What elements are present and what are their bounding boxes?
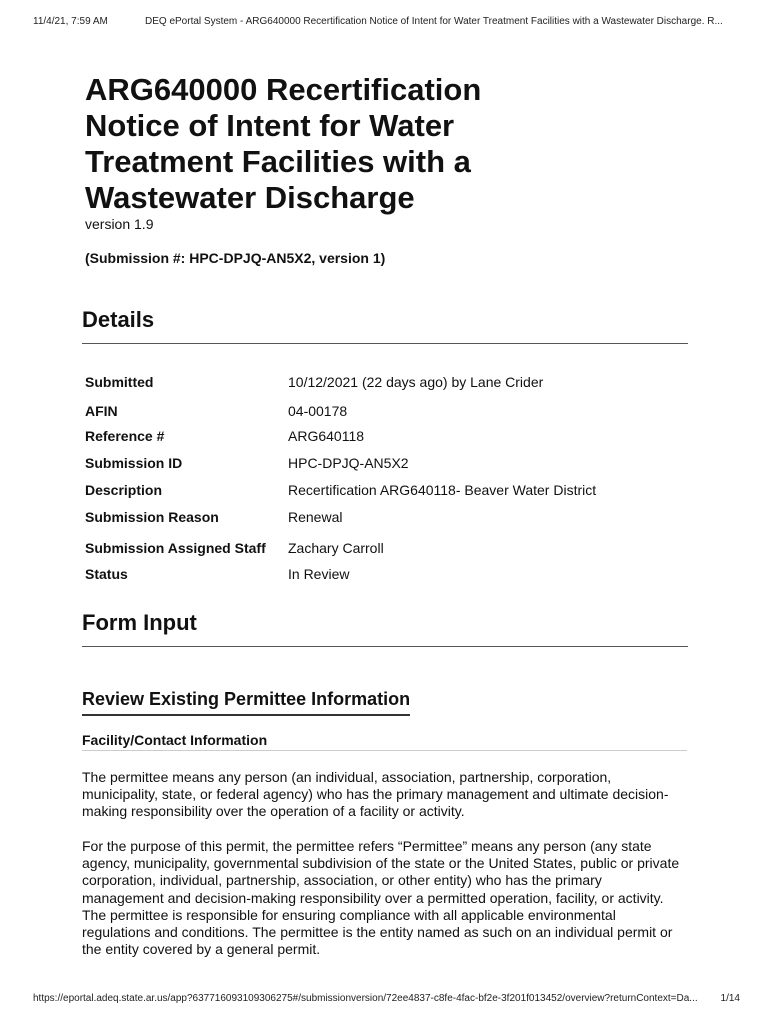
- form-input-heading: Form Input: [82, 610, 688, 647]
- details-heading: Details: [82, 307, 688, 344]
- permittee-definition-paragraph: The permittee means any person (an individual, association, partnership, corporation, municipality, state, or federal agency) who has the primary management and ultimate decision-making responsibility over the operation of a facility or activity.: [82, 769, 669, 820]
- section-review-permittee: Review Existing Permittee Information: [82, 689, 410, 716]
- detail-label: Submission ID: [85, 455, 183, 471]
- detail-label: AFIN: [85, 403, 118, 419]
- detail-value: Zachary Carroll: [288, 540, 384, 556]
- detail-label: Description: [85, 482, 163, 498]
- print-url: https://eportal.adeq.state.ar.us/app?637716093109306275#/submissionversion/72ee4837-c8fe-4fac-bf2e-3f201f013452/overview?returnContext=Da...: [33, 993, 698, 1004]
- form-version: version 1.9: [85, 216, 154, 232]
- page-number: 1/14: [720, 993, 740, 1004]
- detail-value: 04-00178: [288, 403, 348, 419]
- detail-label: Reference #: [85, 428, 165, 444]
- print-date: 11/4/21, 7:59 AM: [33, 16, 108, 27]
- detail-label: Submitted: [85, 374, 154, 390]
- detail-value: Renewal: [288, 509, 343, 525]
- document-title: ARG640000 Recertification Notice of Intent for Water Treatment Facilities with a Wastewater Discharge: [85, 72, 482, 215]
- print-page-title: DEQ ePortal System - ARG640000 Recertification Notice of Intent for Water Treatment Facilities with a Wastewater Discharge. R...: [145, 16, 723, 27]
- detail-value: HPC-DPJQ-AN5X2: [288, 455, 409, 471]
- facility-contact-heading: Facility/Contact Information: [82, 732, 687, 751]
- detail-label: Submission Reason: [85, 509, 219, 525]
- detail-label: Submission Assigned Staff: [85, 540, 266, 556]
- detail-label: Status: [85, 566, 128, 582]
- detail-value: ARG640118: [288, 428, 365, 444]
- detail-value: 10/12/2021 (22 days ago) by Lane Crider: [288, 374, 544, 390]
- permittee-purpose-paragraph: For the purpose of this permit, the permittee refers “Permittee” means any person (any state agency, municipality, governmental subdivision of the state or the United States, public or private corporation, individual, partnership, association, or other entity) who has the primary management and decision-making responsibility over a permitted operation, facility, or activity. The permittee is responsible for ensuring compliance with all applicable environmental regulations and conditions. The permittee is the entity named as such on an individual permit or the entity covered by a general permit.: [82, 838, 680, 958]
- detail-value: Recertification ARG640118- Beaver Water District: [288, 482, 597, 498]
- submission-number: (Submission #: HPC-DPJQ-AN5X2, version 1): [85, 250, 386, 266]
- detail-value: In Review: [288, 566, 350, 582]
